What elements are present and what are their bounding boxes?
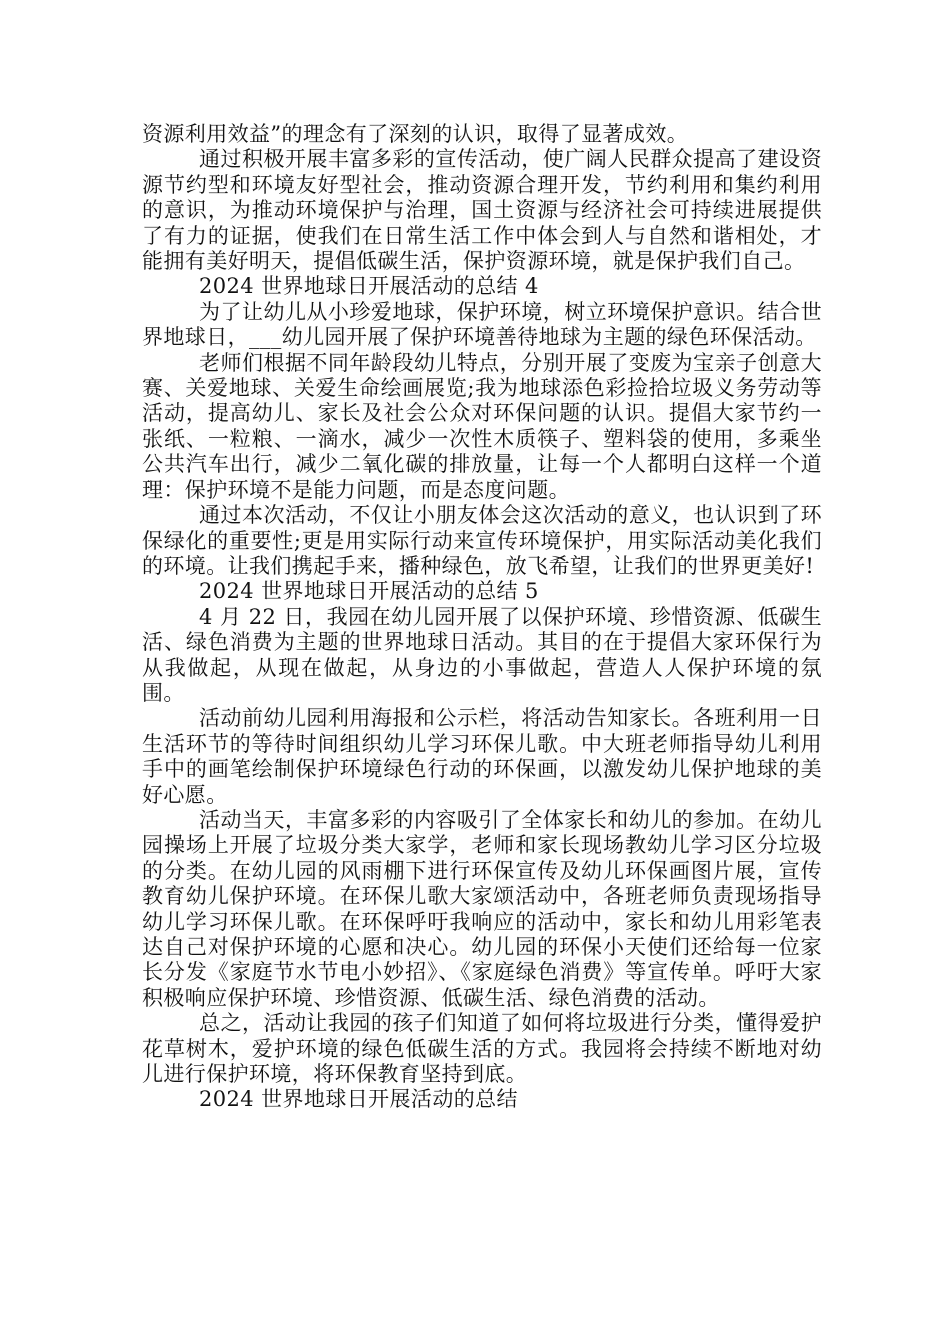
paragraph: 通过本次活动，不仅让小朋友体会这次活动的意义，也认识到了环保绿化的重要性;更是用实际行动来宣传环境保护，用实际活动美化我们的环境。让我们携起手来，播种绿色，放飞希望，让我们的世界更美好! — [142, 503, 822, 578]
paragraph: 活动当天，丰富多彩的内容吸引了全体家长和幼儿的参加。在幼儿园操场上开展了垃圾分类大家学，老师和家长现场教幼儿学习区分垃圾的分类。在幼儿园的风雨棚下进行环保宣传及幼儿环保画图片展，宣传教育幼儿保护环境。在环保儿歌大家颂活动中，各班老师负责现场指导幼儿学习环保儿歌。在环保呼吁我响应的活动中，家长和幼儿用彩笔表达自己对保护环境的心愿和决心。幼儿园的环保小天使们还给每一位家长分发《家庭节水节电小妙招》、《家庭绿色消费》等宣传单。呼吁大家积极响应保护环境、珍惜资源、低碳生活、绿色消费的活动。 — [142, 807, 822, 1010]
paragraph: 总之，活动让我园的孩子们知道了如何将垃圾进行分类，懂得爱护花草树木，爱护环境的绿色低碳生活的方式。我园将会持续不断地对幼儿进行保护环境，将环保教育坚持到底。 — [142, 1011, 822, 1087]
section-heading: 2024 世界地球日开展活动的总结 5 — [199, 579, 539, 604]
paragraph: 4 月 22 日，我园在幼儿园开展了以保护环境、珍惜资源、低碳生活、绿色消费为主题的世界地球日活动。其目的在于提倡大家环保行为从我做起，从现在做起，从身边的小事做起，营造人人保护环境的氛围。 — [142, 604, 822, 705]
section-heading: 2024 世界地球日开展活动的总结 — [199, 1087, 518, 1112]
paragraph: 老师们根据不同年龄段幼儿特点，分别开展了变废为宝亲子创意大赛、关爱地球、关爱生命绘画展览;我为地球添色彩捡拾垃圾义务劳动等活动，提高幼儿、家长及社会公众对环保问题的认识。提倡大家节约一张纸、一粒粮、一滴水，减少一次性木质筷子、塑料袋的使用，多乘坐公共汽车出行，减少二氧化碳的排放量，让每一个人都明白这样一个道理：保护环境不是能力问题，而是态度问题。 — [142, 350, 822, 502]
paragraph: 为了让幼儿从小珍爱地球，保护环境，树立环境保护意识。结合世界地球日，___幼儿园开展了保护环境善待地球为主题的绿色环保活动。 — [142, 299, 822, 350]
section-heading: 2024 世界地球日开展活动的总结 4 — [199, 274, 539, 299]
paragraph: 资源利用效益”的理念有了深刻的认识，取得了显著成效。 — [142, 122, 689, 146]
document-body — [142, 122, 822, 1113]
paragraph: 通过积极开展丰富多彩的宣传活动，使广阔人民群众提高了建设资源节约型和环境友好型社会，推动资源合理开发，节约利用和集约利用的意识，为推动环境保护与治理，国土资源与经济社会可持续进展提供了有力的证据，使我们在日常生活工作中体会到人与自然和谐相处，才能拥有美好明天，提倡低碳生活，保护资源环境，就是保护我们自己。 — [142, 147, 822, 274]
paragraph: 活动前幼儿园利用海报和公示栏，将活动告知家长。各班利用一日生活环节的等待时间组织幼儿学习环保儿歌。中大班老师指导幼儿利用手中的画笔绘制保护环境绿色行动的环保画，以激发幼儿保护地球的美好心愿。 — [142, 706, 822, 807]
